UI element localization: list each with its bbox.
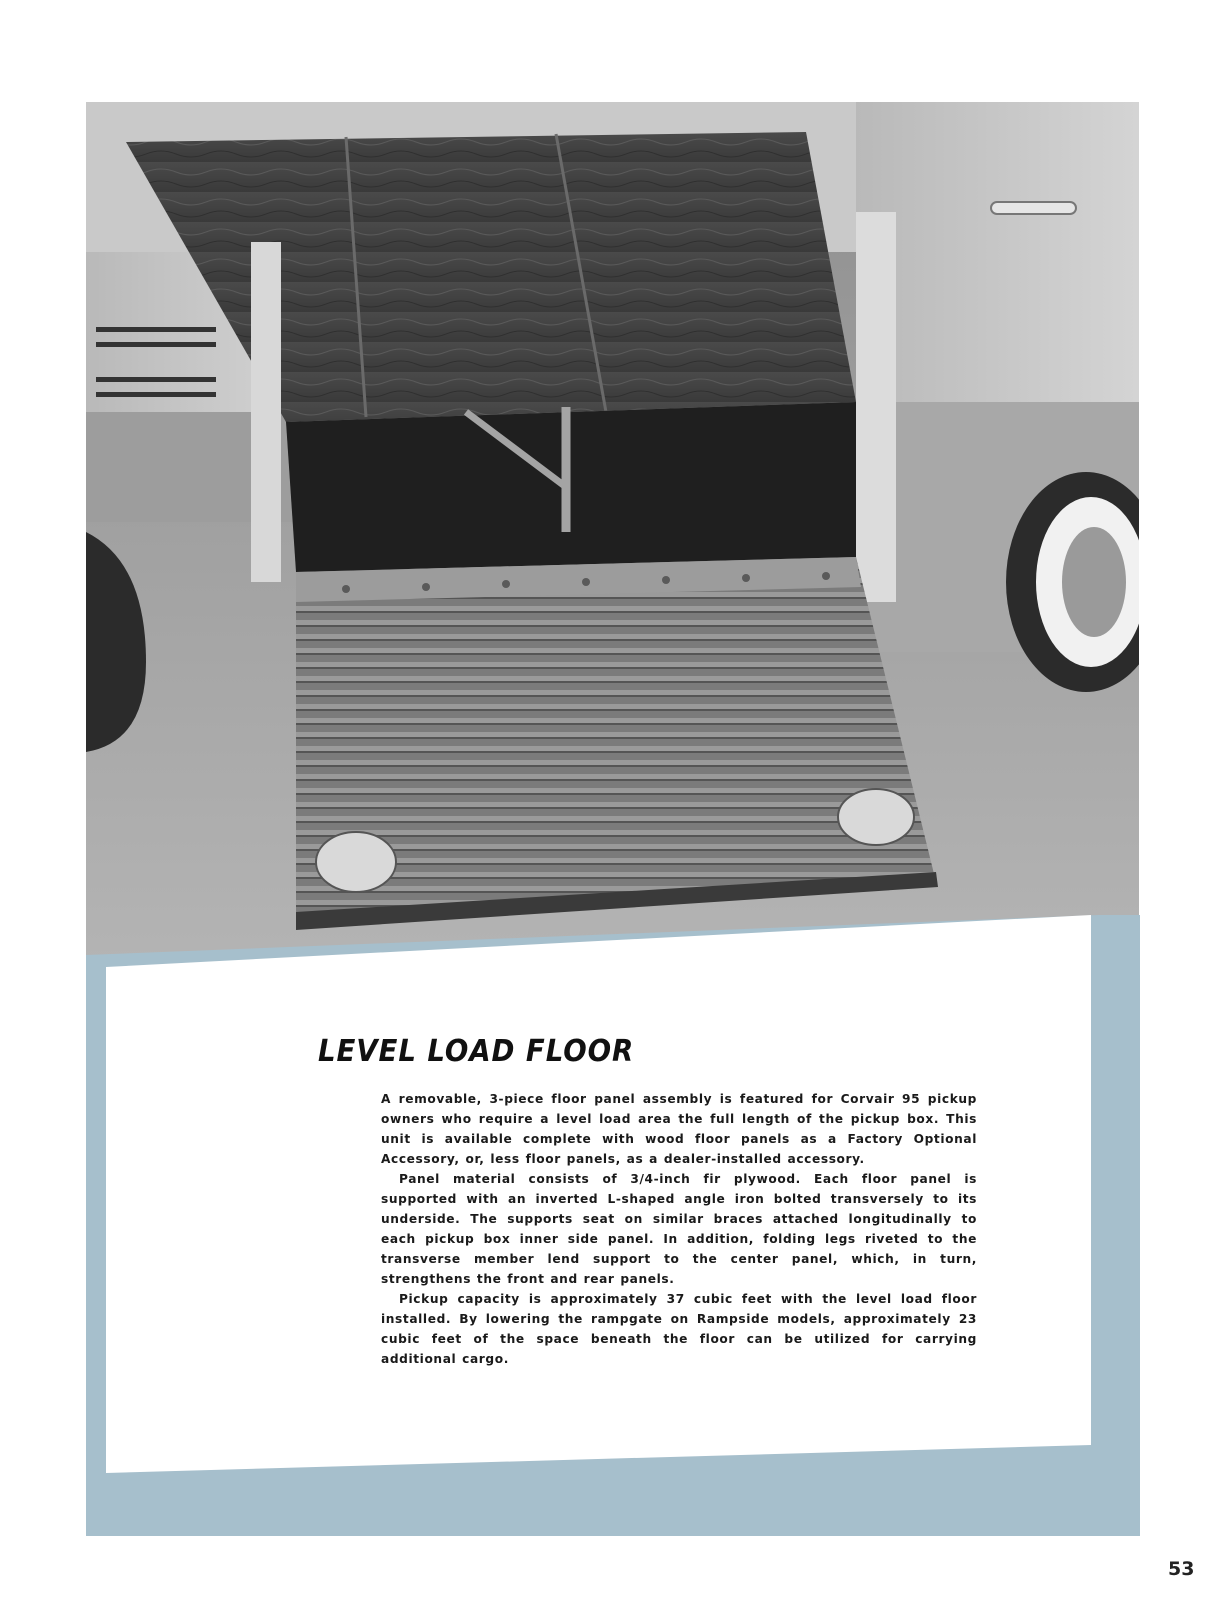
paragraph-3: Pickup capacity is approximately 37 cubic feet with the level load floor installed. By lowering the rampgate on Rampside models, approximately 23 cubic feet of the space beneath the floor can be utilized for carrying additional cargo. xyxy=(381,1292,977,1366)
truck-rampgate-photo xyxy=(86,102,1139,990)
section-heading: LEVEL LOAD FLOOR xyxy=(318,1034,635,1069)
page-number: 53 xyxy=(1168,1558,1195,1580)
body-text xyxy=(381,1089,977,1369)
paragraph-1: A removable, 3-piece floor panel assembly is featured for Corvair 95 pickup owners who require a level load area the full length of the pickup box. This unit is available complete with wood floor panels as a Factory Optional Accessory, or, less floor panels, as a dealer-installed accessory. xyxy=(381,1092,977,1166)
paragraph-2: Panel material consists of 3/4-inch fir plywood. Each floor panel is supported with an inverted L-shaped angle iron bolted transversely to its underside. The supports seat on similar braces attached longitudinally to each pickup box inner side panel. In addition, folding legs riveted to the transverse member lend support to the center panel, which, in turn, strengthens the front and rear panels. xyxy=(381,1172,977,1286)
